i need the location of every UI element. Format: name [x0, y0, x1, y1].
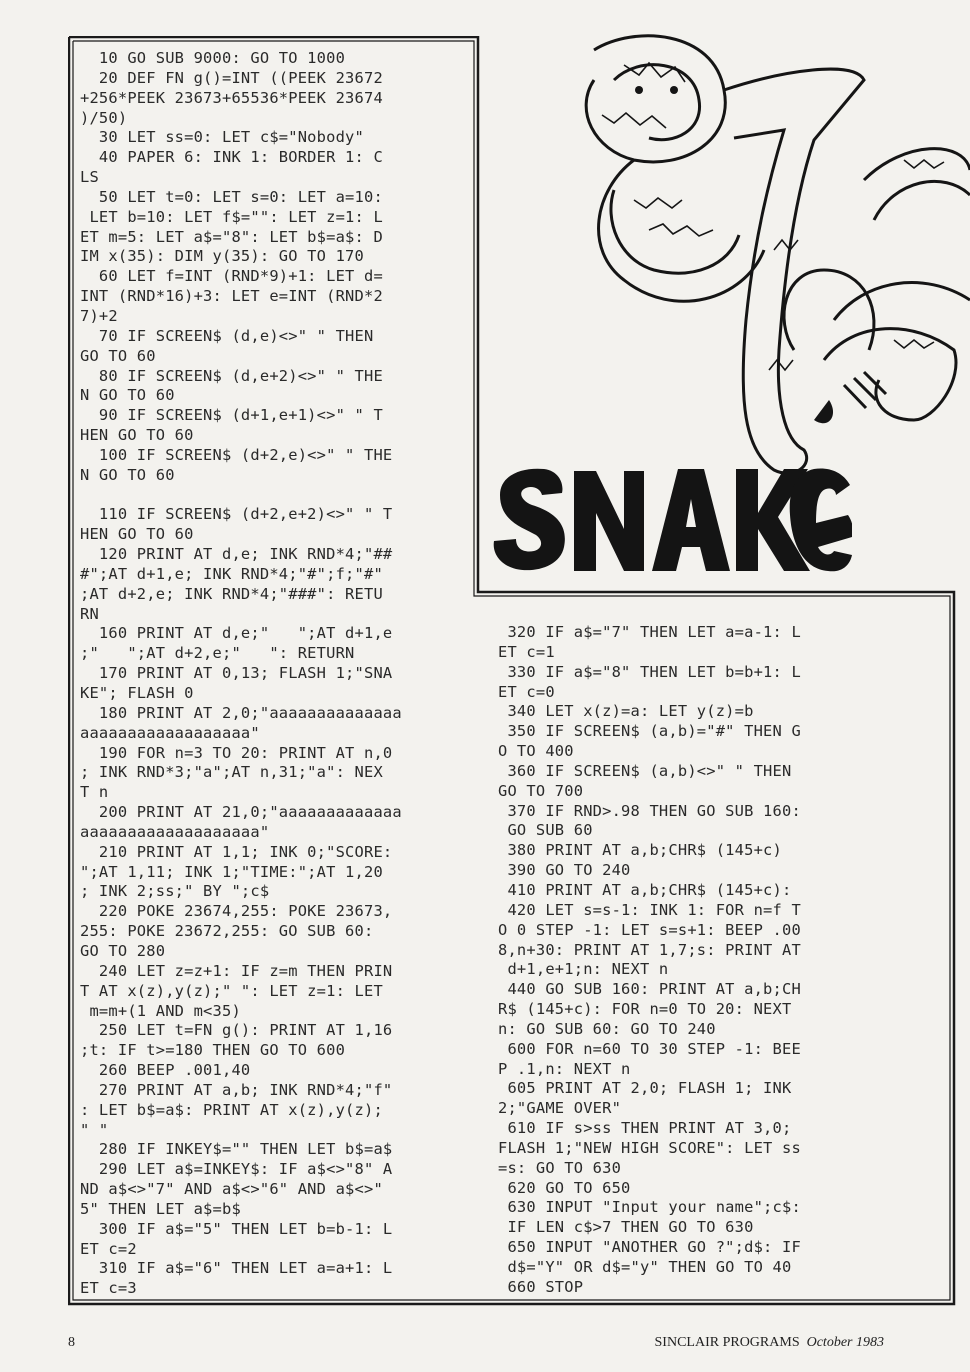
- code-line: INT (RND*16)+3: LET e=INT (RND*2: [80, 287, 383, 306]
- code-line: n: GO SUB 60: GO TO 240: [498, 1019, 716, 1038]
- code-line: N GO TO 60: [80, 465, 175, 484]
- program-listing-right: [498, 623, 801, 1298]
- code-line: 10 GO SUB 9000: GO TO 1000: [80, 49, 346, 67]
- code-line: 210 PRINT AT 1,1; INK 0;"SCORE:: [80, 842, 393, 861]
- code-line: : LET b$=a$: PRINT AT x(z),y(z);: [80, 1100, 383, 1119]
- code-line: R$ (145+c): FOR n=0 TO 20: NEXT: [498, 1000, 792, 1019]
- code-line: " ": [80, 1120, 109, 1139]
- code-line: T AT x(z),y(z);" ": LET z=1: LET: [80, 981, 383, 1000]
- code-line: ;t: IF t>=180 THEN GO TO 600: [80, 1041, 346, 1060]
- code-line: IM x(35): DIM y(35): GO TO 170: [80, 247, 364, 266]
- code-line: ET c=2: [80, 1239, 137, 1258]
- code-line: 330 IF a$="8" THEN LET b=b+1: L: [498, 662, 801, 681]
- code-line: N GO TO 60: [80, 386, 175, 405]
- code-line: 270 PRINT AT a,b; INK RND*4;"f": [80, 1080, 393, 1099]
- code-line: 410 PRINT AT a,b;CHR$ (145+c):: [498, 880, 792, 899]
- code-line: GO SUB 60: [498, 821, 593, 840]
- code-line: 7)+2: [80, 306, 118, 325]
- code-line: O 0 STEP -1: LET s=s+1: BEEP .00: [498, 920, 801, 939]
- code-line: )/50): [80, 108, 128, 127]
- code-line: RN: [80, 604, 99, 623]
- code-line: 620 GO TO 650: [498, 1178, 631, 1197]
- publication-name: SINCLAIR PROGRAMS: [654, 1335, 800, 1350]
- code-line: HEN GO TO 60: [80, 525, 194, 544]
- code-line: GO TO 280: [80, 941, 166, 960]
- code-line: 250 LET t=FN g(): PRINT AT 1,16: [80, 1021, 393, 1040]
- code-line: ET c=3: [80, 1279, 137, 1298]
- issue-date: October 1983: [806, 1335, 884, 1350]
- code-line: +256*PEEK 23673+65536*PEEK 23674: [80, 88, 383, 107]
- code-line: P .1,n: NEXT n: [498, 1059, 631, 1078]
- code-line: aaaaaaaaaaaaaaaaaa": [80, 723, 260, 742]
- code-line: 30 LET ss=0: LET c$="Nobody": [80, 128, 364, 147]
- code-line: 650 INPUT "ANOTHER GO ?";d$: IF: [498, 1238, 801, 1257]
- code-line: 240 LET z=z+1: IF z=m THEN PRIN: [80, 961, 393, 980]
- code-line: 290 LET a$=INKEY$: IF a$<>"8" A: [80, 1160, 393, 1179]
- code-line: GO TO 60: [80, 346, 156, 365]
- code-line: O TO 400: [498, 742, 574, 761]
- code-line: ;AT d+2,e; INK RND*4;"###": RETU: [80, 584, 383, 603]
- code-line: 630 INPUT "Input your name";c$:: [498, 1198, 801, 1217]
- code-line: ;" ";AT d+2,e;" ": RETURN: [80, 644, 355, 663]
- code-line: 340 LET x(z)=a: LET y(z)=b: [498, 702, 754, 721]
- snake-title-lettering: [492, 455, 852, 585]
- code-line: 440 GO SUB 160: PRINT AT a,b;CH: [498, 980, 801, 999]
- code-line: 390 GO TO 240: [498, 861, 631, 880]
- code-line: LS: [80, 168, 99, 187]
- code-line: 300 IF a$="5" THEN LET b=b-1: L: [80, 1219, 393, 1238]
- code-line: 180 PRINT AT 2,0;"aaaaaaaaaaaaaa: [80, 703, 402, 722]
- code-line: ET c=1: [498, 642, 555, 661]
- code-line: m=m+(1 AND m<35): [80, 1001, 241, 1020]
- snake-title-glyphs: [492, 455, 852, 585]
- code-line: 220 POKE 23674,255: POKE 23673,: [80, 902, 393, 921]
- code-line: [80, 486, 402, 506]
- code-line: 190 FOR n=3 TO 20: PRINT AT n,0: [80, 743, 393, 762]
- code-line: aaaaaaaaaaaaaaaaaaa": [80, 822, 270, 841]
- code-line: ND a$<>"7" AND a$<>"6" AND a$<>": [80, 1180, 383, 1199]
- code-line: 260 BEEP .001,40: [80, 1061, 251, 1080]
- code-line: 8,n+30: PRINT AT 1,7;s: PRINT AT: [498, 940, 801, 959]
- code-line: ; INK 2;ss;" BY ";c$: [80, 882, 270, 901]
- code-line: 5" THEN LET a$=b$: [80, 1199, 241, 1218]
- code-line: ET c=0: [498, 682, 555, 701]
- code-line: 120 PRINT AT d,e; INK RND*4;"##: [80, 545, 393, 564]
- page-number: 8: [68, 1335, 75, 1350]
- code-line: 350 IF SCREEN$ (a,b)="#" THEN G: [498, 722, 801, 741]
- code-line: 160 PRINT AT d,e;" ";AT d+1,e: [80, 624, 393, 643]
- code-line: KE"; FLASH 0: [80, 684, 194, 702]
- code-line: d+1,e+1;n: NEXT n: [498, 960, 669, 979]
- code-line: 320 IF a$="7" THEN LET a=a-1: L: [498, 623, 801, 641]
- program-listing-left: [80, 49, 402, 1299]
- code-line: 600 FOR n=60 TO 30 STEP -1: BEE: [498, 1039, 801, 1058]
- code-line: HEN GO TO 60: [80, 426, 194, 445]
- code-line: LET b=10: LET f$="": LET z=1: L: [80, 207, 383, 226]
- code-line: 605 PRINT AT 2,0; FLASH 1; INK: [498, 1079, 792, 1098]
- running-footer: [655, 1335, 884, 1351]
- code-line: 80 IF SCREEN$ (d,e+2)<>" " THE: [80, 366, 383, 385]
- code-line: 100 IF SCREEN$ (d+2,e)<>" " THE: [80, 445, 393, 464]
- code-line: d$="Y" OR d$="y" THEN GO TO 40: [498, 1258, 792, 1276]
- code-line: ";AT 1,11; INK 1;"TIME:";AT 1,20: [80, 862, 383, 881]
- code-line: FLASH 1;"NEW HIGH SCORE": LET ss: [498, 1138, 801, 1157]
- code-line: 360 IF SCREEN$ (a,b)<>" " THEN: [498, 761, 792, 780]
- code-line: 420 LET s=s-1: INK 1: FOR n=f T: [498, 900, 801, 919]
- code-line: 380 PRINT AT a,b;CHR$ (145+c): [498, 841, 782, 860]
- code-line: 60 LET f=INT (RND*9)+1: LET d=: [80, 267, 383, 286]
- code-line: 70 IF SCREEN$ (d,e)<>" " THEN: [80, 326, 374, 345]
- code-line: 170 PRINT AT 0,13; FLASH 1;"SNA: [80, 664, 393, 683]
- code-line: 310 IF a$="6" THEN LET a=a+1: L: [80, 1259, 393, 1278]
- code-line: 200 PRINT AT 21,0;"aaaaaaaaaaaaa: [80, 803, 402, 822]
- code-line: 20 DEF FN g()=INT ((PEEK 23672: [80, 68, 383, 87]
- code-line: 280 IF INKEY$="" THEN LET b$=a$: [80, 1140, 393, 1159]
- code-line: 2;"GAME OVER": [498, 1099, 622, 1118]
- code-line: 370 IF RND>.98 THEN GO SUB 160:: [498, 801, 801, 820]
- code-line: =s: GO TO 630: [498, 1158, 622, 1177]
- code-line: 90 IF SCREEN$ (d+1,e+1)<>" " T: [80, 406, 383, 425]
- code-line: GO TO 700: [498, 781, 584, 800]
- code-line: 110 IF SCREEN$ (d+2,e+2)<>" " T: [80, 505, 393, 524]
- code-line: #";AT d+1,e; INK RND*4;"#";f;"#": [80, 564, 383, 583]
- code-line: ; INK RND*3;"a";AT n,31;"a": NEX: [80, 763, 383, 782]
- code-line: ET m=5: LET a$="8": LET b$=a$: D: [80, 227, 383, 246]
- code-line: 50 LET t=0: LET s=0: LET a=10:: [80, 187, 383, 206]
- code-line: T n: [80, 783, 109, 802]
- code-line: 610 IF s>ss THEN PRINT AT 3,0;: [498, 1119, 792, 1138]
- code-line: 660 STOP: [498, 1277, 584, 1296]
- code-line: 255: POKE 23672,255: GO SUB 60:: [80, 922, 374, 941]
- code-line: IF LEN c$>7 THEN GO TO 630: [498, 1218, 754, 1237]
- code-line: 40 PAPER 6: INK 1: BORDER 1: C: [80, 148, 383, 167]
